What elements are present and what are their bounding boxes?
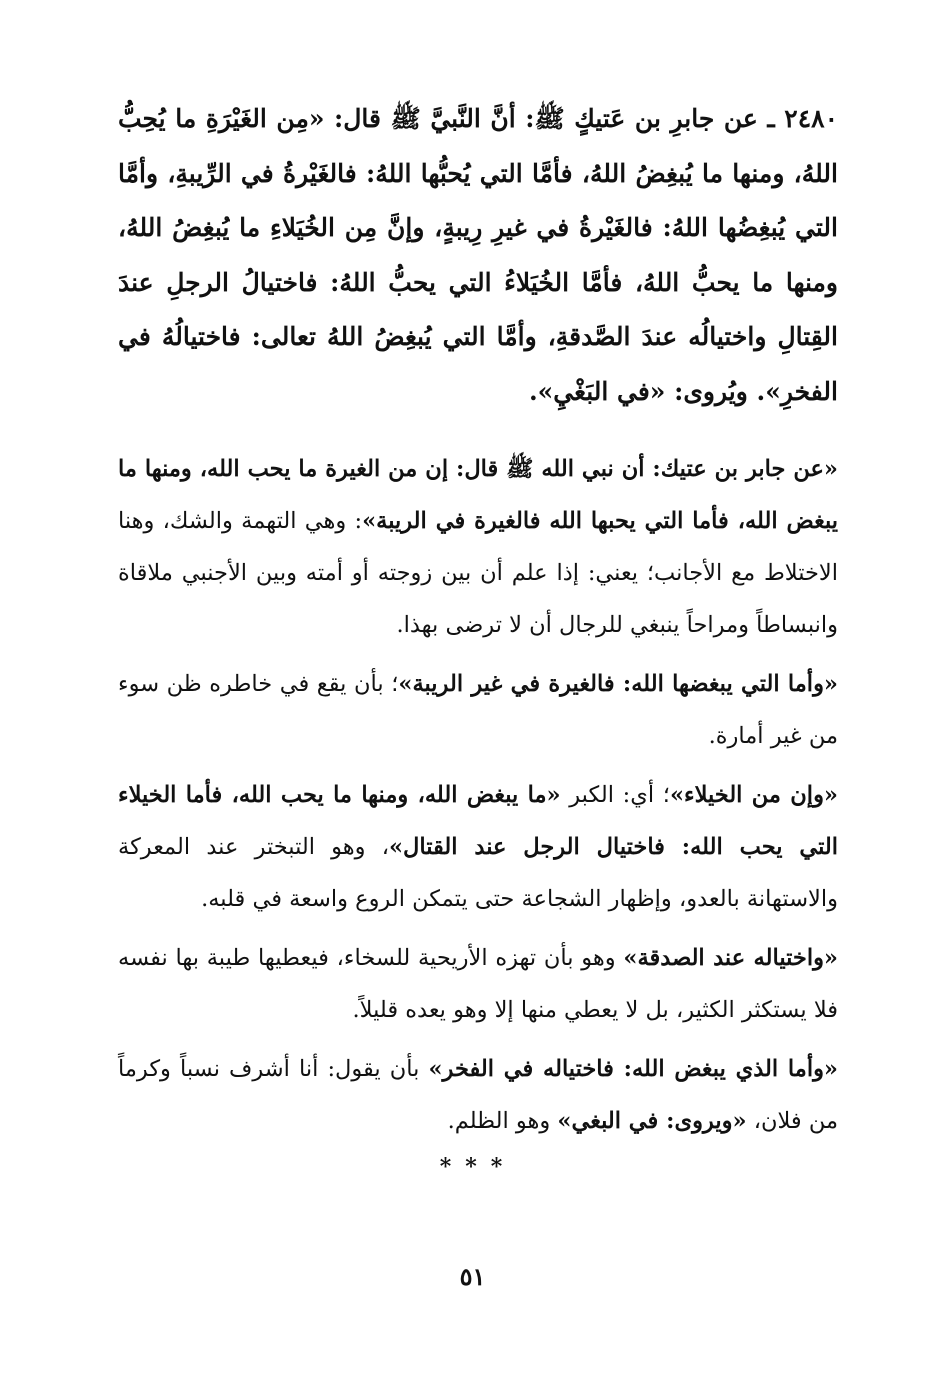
commentary-text: بأن يقول: أنا أشرف نسباً وكرماً من فلان، [118, 1056, 838, 1134]
commentary-text: وهو بأن تهزه الأريحية للسخاء، فيعطيها طيبة بها نفسه فلا يستكثر الكثير، بل لا يعطي منها إلا وهو يعده قليلاً. [118, 945, 838, 1023]
commentary-text: وهو الظلم. [447, 1108, 558, 1134]
commentary-paragraph [118, 1043, 838, 1147]
commentary-quote: «وأما التي يبغضها الله: فالغيرة في غير الريبة» [398, 671, 838, 697]
commentary-quote: «عن جابر بن عتيك: أن نبي الله ﷺ قال: إن من الغيرة ما يحب الله، ومنها ما يبغض الله، فأما التي يحبها الله فالغيرة في الريبة» [118, 456, 838, 534]
commentary-quote: «ما يبغض الله، ومنها ما يحب الله، فأما الخيلاء التي يحب الله: فاختيال الرجل عند القتال» [118, 782, 839, 860]
commentary-text: ؛ بأن يقع في خاطره ظن سوء من غير أمارة. [118, 671, 838, 749]
page-body [118, 92, 838, 1180]
page-number: ٥١ [459, 1262, 486, 1291]
commentary-quote: «وإن من الخيلاء» [669, 782, 838, 808]
commentary-paragraph [118, 769, 838, 925]
commentary-quote: «واختياله عند الصدقة» [623, 945, 838, 971]
commentary-paragraph [118, 443, 838, 651]
hadith-text [118, 92, 838, 419]
commentary-paragraph [118, 658, 838, 762]
commentary-text: : وهي التهمة والشك، وهنا الاختلاط مع الأجانب؛ يعني: إذا علم أن بين زوجته أو أمته وبين الأجنبي ملاقاة وانبساطاً ومراحاً ينبغي للرجال أن لا ترضى بهذا. [118, 508, 838, 638]
commentary-paragraph [118, 932, 838, 1036]
commentary-text: ؛ أي: الكبر [560, 782, 670, 808]
commentary-quote: «وأما الذي يبغض الله: فاختياله في الفخر» [428, 1056, 838, 1082]
commentary-quote: «ويروى: في البغي» [557, 1108, 747, 1134]
hadith-number: ٢٤٨٠ [784, 104, 838, 133]
hadith-body: ـ عن جابرِ بن عَتيكٍ ﷺ: أنَّ النَّبيَّ ﷺ قال: «مِن الغَيْرَةِ ما يُحِبُّ اللهُ، ومنها ما يُبغِضُ اللهُ، فأمَّا التي يُحبُّها اللهُ: فالغَيْرةُ في الرِّيبةِ، وأمَّا التي يُبغِضُها اللهُ: فالغَيْرةُ في غيرِ رِيبةٍ، وإنَّ مِن الخُيَلاءِ ما يُبغِضُ اللهُ، ومنها ما يحبُّ اللهُ، فأمَّا الخُيَلاءُ التي يحبُّ اللهُ: فاختيالُ الرجلِ عندَ القِتالِ واختيالُه عندَ الصَّدقةِ، وأمَّا التي يُبغِضُ اللهُ تعالى: فاختيالُهُ في الفخرِ». ويُروى: «في البَغْيِ». [118, 104, 838, 406]
commentary-text: ، وهو التبختر عند المعركة والاستهانة بالعدو، وإظهار الشجاعة حتى يتمكن الروع واسعة في قلبه. [118, 834, 838, 912]
section-separator: *** [439, 1154, 517, 1180]
